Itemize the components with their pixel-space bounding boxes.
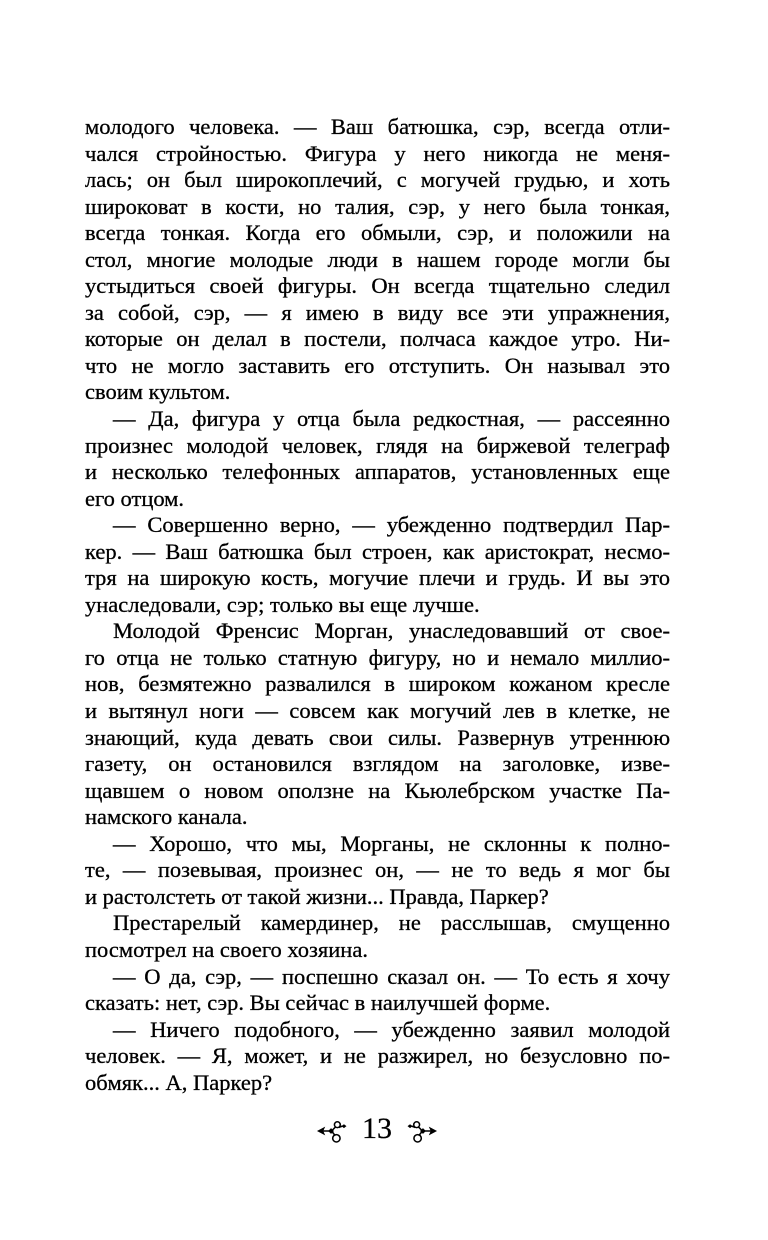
- text-line: лась; он был широкоплечий, с могучей грудью, и хоть: [85, 167, 670, 193]
- page-text: [85, 114, 670, 1096]
- text-line: сказать: нет, сэр. Вы сейчас в наилучшей форме.: [85, 990, 551, 1016]
- page-number: 13: [362, 1112, 392, 1145]
- text-line: посмотрел на своего хозяина.: [85, 936, 368, 962]
- text-line: газету, он остановился взглядом на заголовке, изве-: [85, 751, 670, 777]
- text-line: — О да, сэр, — поспешно сказал он. — То есть я хочу: [113, 963, 670, 989]
- text-line: человек. — Я, может, и не разжирел, но безусловно по-: [85, 1043, 670, 1069]
- text-line: и вытянул ноги — совсем как могучий лев в клетке, не: [85, 698, 670, 724]
- text-line: — Хорошо, что мы, Морганы, не склонны к полно-: [113, 830, 670, 856]
- text-line: обмяк... А, Паркер?: [85, 1069, 273, 1095]
- text-line: своим культом.: [85, 379, 231, 405]
- text-line: стол, многие молодые люди в нашем городе могли бы: [85, 246, 670, 272]
- text-line: щавшем о новом оползне на Кьюлебрском участке Па-: [85, 777, 670, 803]
- text-line: — Ничего подобного, — убежденно заявил молодой: [113, 1016, 670, 1042]
- text-line: всегда тонкая. Когда его обмыли, сэр, и положили на: [85, 220, 670, 246]
- text-line: произнес молодой человек, глядя на биржевой телеграф: [85, 432, 670, 458]
- text-line: намского канала.: [85, 804, 248, 830]
- fleuron-right-icon: [405, 1116, 438, 1146]
- text-line: молодого человека. — Ваш батюшка, сэр, всегда отли-: [85, 114, 670, 139]
- text-line: и растолстеть от такой жизни... Правда, Паркер?: [85, 883, 549, 909]
- text-line: — Да, фигура у отца была редкостная, — рассеянно: [113, 406, 670, 432]
- text-line: чался стройностью. Фигура у него никогда не меня-: [85, 140, 670, 166]
- text-line: нов, безмятежно развалился в широком кожаном кресле: [85, 671, 670, 697]
- text-line: устыдиться своей фигуры. Он всегда тщательно следил: [85, 273, 670, 299]
- fleuron-left-icon: [316, 1116, 349, 1146]
- text-line: го отца не только статную фигуру, но и немало миллио-: [85, 644, 670, 670]
- text-line: его отцом.: [85, 485, 185, 511]
- text-line: Молодой Френсис Морган, унаследовавший от свое-: [113, 618, 670, 644]
- text-line: те, — позевывая, произнес он, — не то ведь я мог бы: [85, 857, 670, 883]
- text-line: знающий, куда девать свои силы. Развернув утреннюю: [85, 724, 670, 750]
- text-line: унаследовали, сэр; только вы еще лучше.: [85, 591, 480, 617]
- text-line: широковат в кости, но талия, сэр, у него была тонкая,: [85, 193, 670, 219]
- page-footer: [0, 1108, 761, 1154]
- text-line: тря на широкую кость, могучие плечи и грудь. И вы это: [85, 565, 670, 591]
- text-line: кер. — Ваш батюшка был строен, как аристократ, несмо-: [85, 538, 670, 564]
- text-line: и несколько телефонных аппаратов, установленных еще: [85, 459, 670, 485]
- text-line: — Совершенно верно, — убежденно подтвердил Пар-: [113, 512, 670, 538]
- text-line: что не могло заставить его отступить. Он называл это: [85, 352, 670, 378]
- text-line: за собой, сэр, — я имею в виду все эти упражнения,: [85, 299, 670, 325]
- text-line: Престарелый камердинер, не расслышав, смущенно: [113, 910, 670, 936]
- text-line: которые он делал в постели, полчаса каждое утро. Ни-: [85, 326, 670, 352]
